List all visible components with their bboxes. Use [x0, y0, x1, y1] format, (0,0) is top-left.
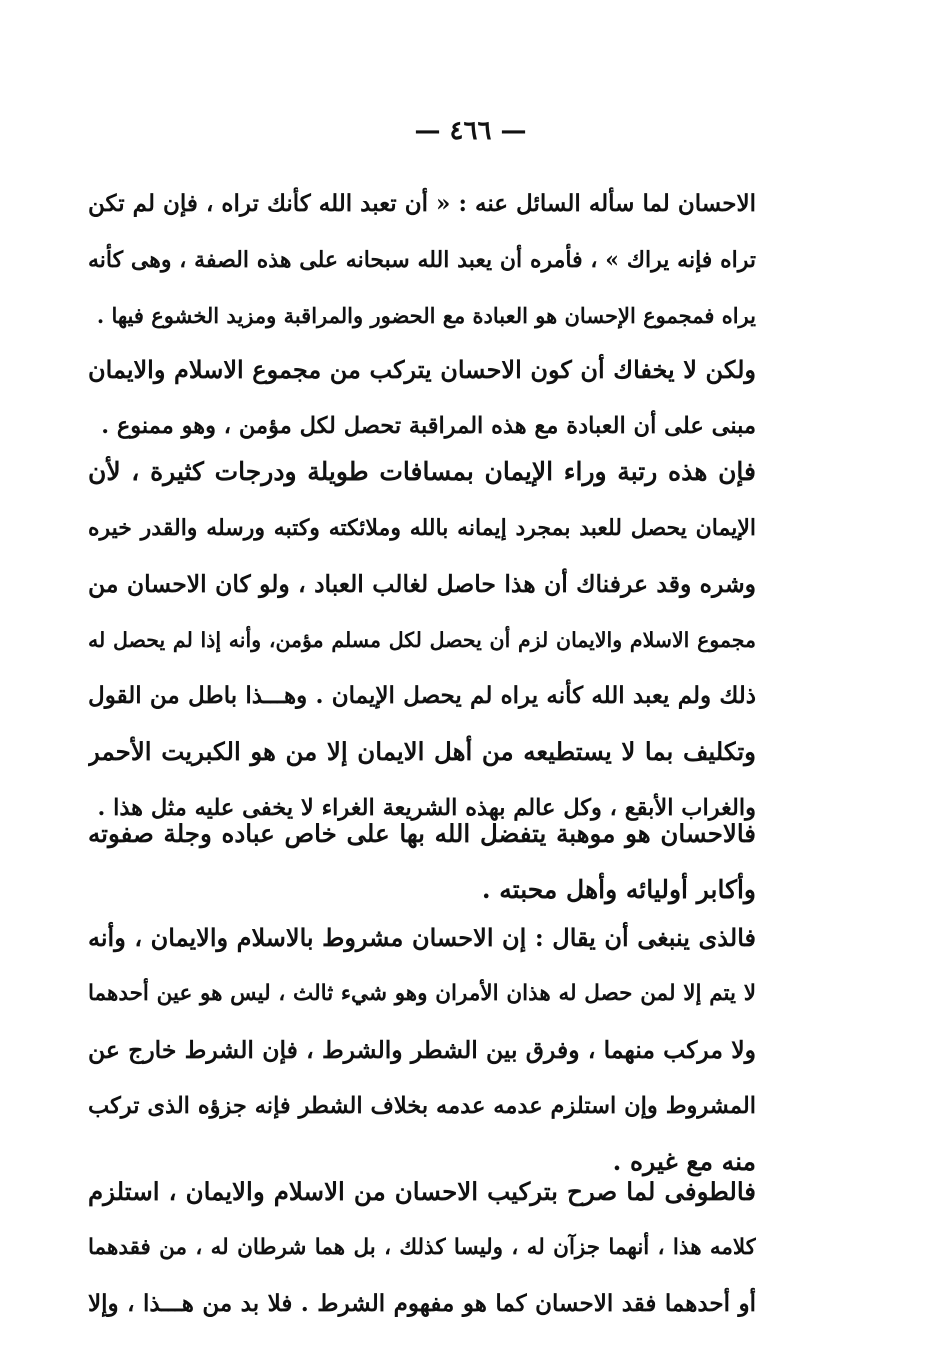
text-line: والغراب الأبقع ، وكل عالم بهذه الشريعة الغراء لا يخفى عليه مثل هذا . [97, 795, 756, 821]
text-line: فالذى ينبغى أن يقال : إن الاحسان مشروط بالاسلام والايمان ، وأنه [88, 923, 756, 952]
text-line: فالاحسان هو موهبة يتفضل الله بها على خاص عباده وجلة صفوته [88, 819, 756, 848]
page-number: — ٤٦٦ — [414, 116, 527, 146]
paragraph-2 [88, 342, 756, 454]
text-line: ولكن لا يخفاك أن كون الاحسان يتركب من مجموع الاسلام والايمان [88, 355, 756, 384]
text-line: الإيمان يحصل للعبد بمجرد إيمانه بالله وملائكته وكتبه ورسله والقدر خيره [88, 515, 756, 541]
paragraph-6 [88, 1164, 756, 1332]
text-line: مجموع الاسلام والايمان لزم أن يحصل لكل مسلم مؤمن، وأنه إذا لم يحصل له [88, 628, 756, 652]
paragraph-5 [88, 910, 756, 1190]
text-line: وأكابر أوليائه وأهل محبته . [481, 875, 756, 904]
text-line: تراه فإنه يراك » ، فأمره أن يعبد الله سبحانه على هذه الصفة ، وهى كأنه [88, 247, 756, 273]
text-line: أو أحدهما فقد الاحسان كما هو مفهوم الشرط . فلا بد من هـــذا ، وإلا [88, 1290, 756, 1317]
text-line: كلامه هذا ، أنهما جزآن له ، وليسا كذلك ، بل هما شرطان له ، من فقدهما [88, 1235, 756, 1260]
text-line: مبنى على أن العبادة مع هذه المراقبة تحصل لكل مؤمن ، وهو ممنوع . [101, 413, 756, 439]
text-line: وتكليف بما لا يستطيعه من أهل الايمان إلا من هو الكبريت الأحمر [88, 737, 756, 766]
text-line: فالطوفى لما صرح بتركيب الاحسان من الاسلام والايمان ، استلزم [88, 1177, 756, 1206]
text-line: لا يتم إلا لمن حصل له هذان الأمران وهو شيء ثالث ، ليس هو عين أحدهما [88, 981, 756, 1006]
text-line: ولا مركب منهما ، وفرق بين الشطر والشرط ، فإن الشرط خارج عن [88, 1036, 756, 1064]
text-line: فإن هذه رتبة وراء الإيمان بمسافات طويلة ودرجات كثيرة ، لأن [88, 457, 756, 486]
text-line: المشروط وإن استلزم عدمه عدمه بخلاف الشطر فإنه جزؤه الذى تركب [88, 1093, 756, 1119]
paragraph-1 [88, 176, 756, 344]
paragraph-3 [88, 444, 756, 836]
text-line: الاحسان لما سأله السائل عنه : « أن تعبد الله كأنك تراه ، فإن لم تكن [88, 190, 756, 217]
text-line: منه مع غيره . [612, 1147, 756, 1176]
text-line: ذلك ولم يعبد الله كأنه يراه لم يحصل الإيمان . وهـــذا باطل من القول [88, 682, 756, 709]
paragraph-4 [88, 806, 756, 918]
text-line: يراه فمجموع الإحسان هو العبادة مع الحضور والمراقبة ومزيد الخشوع فيها . [96, 303, 756, 328]
text-line: وشره وقد عرفناك أن هذا حاصل لغالب العباد ، ولو كان الاحسان من [88, 570, 756, 598]
